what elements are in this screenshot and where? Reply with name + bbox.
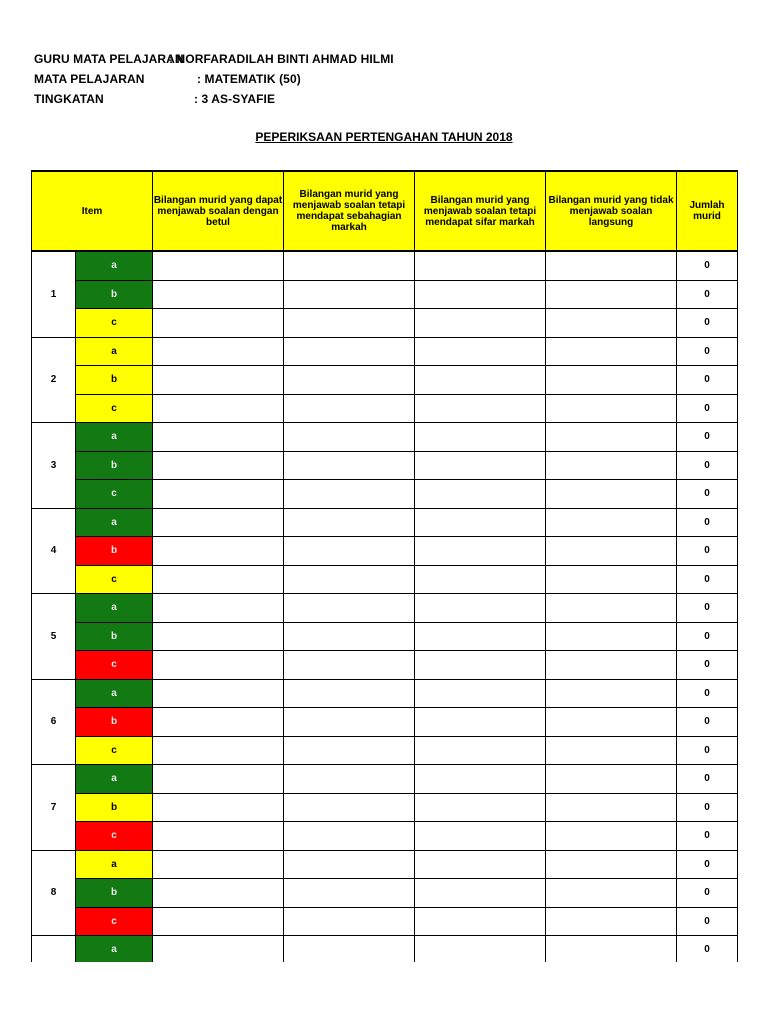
count-cell[interactable]	[546, 451, 677, 480]
count-cell[interactable]	[415, 337, 546, 366]
count-cell[interactable]	[153, 879, 284, 908]
count-cell[interactable]	[153, 708, 284, 737]
sub-item-label	[76, 879, 153, 908]
count-cell[interactable]	[284, 822, 415, 851]
count-cell[interactable]	[284, 936, 415, 965]
total-cell: 0	[677, 879, 738, 908]
sub-item-label	[76, 394, 153, 423]
sub-item-text: a	[111, 858, 117, 870]
item-number	[32, 936, 76, 965]
table-header-row	[32, 171, 738, 251]
count-cell[interactable]	[284, 622, 415, 651]
count-cell[interactable]	[153, 280, 284, 309]
sub-item-label	[76, 907, 153, 936]
table-row	[32, 565, 738, 594]
sub-item-text: a	[111, 602, 117, 614]
page-bottom-margin	[0, 962, 768, 1024]
total-cell: 0	[677, 822, 738, 851]
results-table	[31, 170, 738, 965]
total-cell: 0	[677, 708, 738, 737]
sub-item-text: a	[111, 944, 117, 956]
level-line	[34, 92, 276, 106]
col-header-zero: Bilangan murid yang menjawab soalan tetapi mendapat sifar markah	[415, 171, 546, 251]
total-cell: 0	[677, 451, 738, 480]
col-header-correct: Bilangan murid yang dapat menjawab soalan dengan betul	[153, 171, 284, 251]
count-cell[interactable]	[415, 480, 546, 509]
table-row	[32, 907, 738, 936]
sub-item-label	[76, 850, 153, 879]
count-cell[interactable]	[415, 280, 546, 309]
table-row	[32, 708, 738, 737]
count-cell[interactable]	[546, 251, 677, 280]
count-cell[interactable]	[415, 508, 546, 537]
sub-item-label	[76, 822, 153, 851]
table-row	[32, 366, 738, 395]
total-cell: 0	[677, 736, 738, 765]
count-cell[interactable]	[546, 907, 677, 936]
table-row	[32, 451, 738, 480]
sub-item-text: c	[111, 659, 117, 671]
count-cell[interactable]	[546, 622, 677, 651]
table-row	[32, 423, 738, 452]
table-row	[32, 936, 738, 965]
sub-item-label	[76, 708, 153, 737]
table-row	[32, 251, 738, 280]
count-cell[interactable]	[284, 793, 415, 822]
count-cell[interactable]	[284, 423, 415, 452]
sub-item-label	[76, 622, 153, 651]
count-cell[interactable]	[284, 366, 415, 395]
count-cell[interactable]	[546, 594, 677, 623]
item-number: 8	[32, 850, 76, 936]
table-row	[32, 537, 738, 566]
count-cell[interactable]	[153, 480, 284, 509]
count-cell[interactable]	[284, 280, 415, 309]
count-cell[interactable]	[415, 651, 546, 680]
count-cell[interactable]	[284, 879, 415, 908]
count-cell[interactable]	[415, 423, 546, 452]
count-cell[interactable]	[415, 879, 546, 908]
count-cell[interactable]	[415, 622, 546, 651]
sub-item-label	[76, 251, 153, 280]
count-cell[interactable]	[153, 793, 284, 822]
count-cell[interactable]	[415, 366, 546, 395]
count-cell[interactable]	[284, 251, 415, 280]
count-cell[interactable]	[546, 679, 677, 708]
count-cell[interactable]	[284, 394, 415, 423]
sub-item-text: b	[110, 716, 118, 728]
item-number: 3	[32, 423, 76, 509]
count-cell[interactable]	[546, 423, 677, 452]
col-header-unanswered: Bilangan murid yang tidak menjawab soalan langsung	[546, 171, 677, 251]
table-row	[32, 879, 738, 908]
count-cell[interactable]	[153, 451, 284, 480]
count-cell[interactable]	[546, 309, 677, 338]
sub-item-label	[76, 537, 153, 566]
col-header-partial: Bilangan murid yang menjawab soalan tetapi mendapat sebahagian markah	[284, 171, 415, 251]
count-cell[interactable]	[415, 251, 546, 280]
count-cell[interactable]	[546, 565, 677, 594]
count-cell[interactable]	[153, 309, 284, 338]
total-cell: 0	[677, 907, 738, 936]
sub-item-text: a	[111, 431, 117, 443]
sub-item-text: a	[111, 345, 117, 357]
count-cell[interactable]	[284, 850, 415, 879]
count-cell[interactable]	[284, 651, 415, 680]
sub-item-text: a	[111, 773, 117, 785]
total-cell: 0	[677, 480, 738, 509]
item-number: 5	[32, 594, 76, 680]
subject-line	[34, 72, 301, 86]
count-cell[interactable]	[153, 337, 284, 366]
count-cell[interactable]	[284, 480, 415, 509]
subject-label: MATA PELAJARAN	[34, 72, 145, 86]
table-row	[32, 822, 738, 851]
sub-item-label	[76, 337, 153, 366]
count-cell[interactable]	[546, 366, 677, 395]
count-cell[interactable]	[284, 679, 415, 708]
col-header-total: Jumlah murid	[677, 171, 738, 251]
sub-item-text: a	[111, 516, 117, 528]
total-cell: 0	[677, 594, 738, 623]
count-cell[interactable]	[284, 907, 415, 936]
count-cell[interactable]	[546, 793, 677, 822]
sub-item-label	[76, 565, 153, 594]
count-cell[interactable]	[415, 907, 546, 936]
count-cell[interactable]	[546, 936, 677, 965]
count-cell[interactable]	[415, 394, 546, 423]
sub-item-label	[76, 508, 153, 537]
sub-item-text: c	[111, 915, 117, 927]
count-cell[interactable]	[415, 594, 546, 623]
total-cell: 0	[677, 565, 738, 594]
count-cell[interactable]	[284, 708, 415, 737]
count-cell[interactable]	[153, 936, 284, 965]
table-row	[32, 793, 738, 822]
total-cell: 0	[677, 537, 738, 566]
count-cell[interactable]	[415, 537, 546, 566]
total-cell: 0	[677, 337, 738, 366]
total-cell: 0	[677, 394, 738, 423]
sub-item-label	[76, 366, 153, 395]
count-cell[interactable]	[153, 366, 284, 395]
sub-item-label	[76, 793, 153, 822]
count-cell[interactable]	[546, 537, 677, 566]
count-cell[interactable]	[415, 822, 546, 851]
total-cell: 0	[677, 423, 738, 452]
count-cell[interactable]	[284, 508, 415, 537]
count-cell[interactable]	[153, 622, 284, 651]
count-cell[interactable]	[153, 822, 284, 851]
count-cell[interactable]	[153, 251, 284, 280]
count-cell[interactable]	[546, 850, 677, 879]
table-row	[32, 850, 738, 879]
count-cell[interactable]	[415, 309, 546, 338]
sub-item-text: b	[110, 288, 118, 300]
sub-item-label	[76, 651, 153, 680]
item-number: 7	[32, 765, 76, 851]
teacher-value: : NORFARADILAH BINTI AHMAD HILMI	[169, 52, 394, 66]
subject-value: : MATEMATIK (50)	[197, 72, 301, 86]
sub-item-text: c	[111, 573, 117, 585]
table-row	[32, 309, 738, 338]
sub-item-text: c	[111, 830, 117, 842]
count-cell[interactable]	[284, 309, 415, 338]
count-cell[interactable]	[415, 679, 546, 708]
table-row	[32, 337, 738, 366]
total-cell: 0	[677, 793, 738, 822]
count-cell[interactable]	[546, 736, 677, 765]
count-cell[interactable]	[153, 594, 284, 623]
count-cell[interactable]	[415, 793, 546, 822]
sub-item-label	[76, 451, 153, 480]
count-cell[interactable]	[415, 565, 546, 594]
item-number: 2	[32, 337, 76, 423]
sub-item-label	[76, 765, 153, 794]
count-cell[interactable]	[153, 736, 284, 765]
sub-item-text: b	[110, 630, 118, 642]
sub-item-text: c	[111, 744, 117, 756]
sub-item-label	[76, 423, 153, 452]
count-cell[interactable]	[153, 907, 284, 936]
sub-item-text: c	[111, 402, 117, 414]
sub-item-label	[76, 480, 153, 509]
sub-item-label	[76, 679, 153, 708]
total-cell: 0	[677, 366, 738, 395]
item-number: 4	[32, 508, 76, 594]
total-cell: 0	[677, 508, 738, 537]
table-row	[32, 280, 738, 309]
count-cell[interactable]	[153, 537, 284, 566]
item-number: 1	[32, 251, 76, 337]
col-header-item: Item	[32, 171, 153, 251]
teacher-label: GURU MATA PELAJARAN	[34, 52, 184, 66]
count-cell[interactable]	[415, 736, 546, 765]
count-cell[interactable]	[415, 708, 546, 737]
count-cell[interactable]	[415, 936, 546, 965]
table-body	[32, 251, 738, 964]
count-cell[interactable]	[153, 508, 284, 537]
count-cell[interactable]	[284, 565, 415, 594]
sub-item-label	[76, 280, 153, 309]
count-cell[interactable]	[546, 480, 677, 509]
table-row	[32, 651, 738, 680]
table-row	[32, 594, 738, 623]
total-cell: 0	[677, 679, 738, 708]
sub-item-label	[76, 936, 153, 965]
count-cell[interactable]	[284, 451, 415, 480]
count-cell[interactable]	[546, 508, 677, 537]
sub-item-label	[76, 594, 153, 623]
table-row	[32, 736, 738, 765]
count-cell[interactable]	[546, 337, 677, 366]
count-cell[interactable]	[153, 394, 284, 423]
count-cell[interactable]	[284, 337, 415, 366]
count-cell[interactable]	[153, 765, 284, 794]
page-title: PEPERIKSAAN PERTENGAHAN TAHUN 2018	[255, 130, 513, 144]
count-cell[interactable]	[284, 736, 415, 765]
count-cell[interactable]	[546, 879, 677, 908]
teacher-line	[34, 52, 394, 66]
sub-item-text: c	[111, 488, 117, 500]
table-row	[32, 508, 738, 537]
sub-item-text: b	[110, 801, 118, 813]
table-row	[32, 679, 738, 708]
count-cell[interactable]	[546, 765, 677, 794]
total-cell: 0	[677, 850, 738, 879]
count-cell[interactable]	[546, 280, 677, 309]
count-cell[interactable]	[546, 708, 677, 737]
count-cell[interactable]	[546, 651, 677, 680]
count-cell[interactable]	[415, 850, 546, 879]
level-value: : 3 AS-SYAFIE	[194, 92, 276, 106]
table-row	[32, 622, 738, 651]
count-cell[interactable]	[153, 423, 284, 452]
count-cell[interactable]	[546, 394, 677, 423]
sub-item-text: c	[111, 317, 117, 329]
total-cell: 0	[677, 936, 738, 965]
total-cell: 0	[677, 251, 738, 280]
table-row	[32, 765, 738, 794]
sub-item-text: a	[111, 260, 117, 272]
sub-item-label	[76, 736, 153, 765]
count-cell[interactable]	[153, 651, 284, 680]
count-cell[interactable]	[284, 594, 415, 623]
total-cell: 0	[677, 280, 738, 309]
level-label: TINGKATAN	[34, 92, 104, 106]
count-cell[interactable]	[153, 850, 284, 879]
total-cell: 0	[677, 622, 738, 651]
table-row	[32, 394, 738, 423]
total-cell: 0	[677, 765, 738, 794]
count-cell[interactable]	[284, 765, 415, 794]
sub-item-text: b	[110, 887, 118, 899]
sub-item-text: b	[110, 374, 118, 386]
sub-item-text: b	[110, 545, 118, 557]
total-cell: 0	[677, 309, 738, 338]
item-number: 6	[32, 679, 76, 765]
sub-item-text: b	[110, 459, 118, 471]
count-cell[interactable]	[415, 451, 546, 480]
count-cell[interactable]	[546, 822, 677, 851]
table-row	[32, 480, 738, 509]
sub-item-label	[76, 309, 153, 338]
count-cell[interactable]	[153, 565, 284, 594]
count-cell[interactable]	[415, 765, 546, 794]
count-cell[interactable]	[153, 679, 284, 708]
total-cell: 0	[677, 651, 738, 680]
count-cell[interactable]	[284, 537, 415, 566]
sub-item-text: a	[111, 687, 117, 699]
